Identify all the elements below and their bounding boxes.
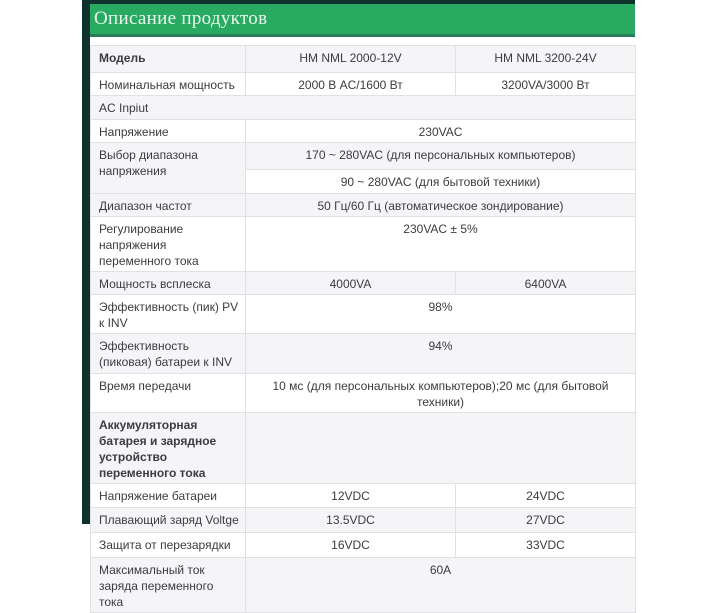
row-label: Напряжение батареи (91, 484, 246, 508)
row-label: Модель (91, 46, 246, 73)
cell-value: 2000 В AC/1600 Вт (246, 73, 456, 96)
table-title-bar (90, 4, 635, 37)
table-row (91, 46, 636, 73)
cell-value: 4000VA (246, 272, 456, 295)
table-row (91, 374, 636, 413)
cell-value: 230VAC (246, 120, 636, 143)
row-label: Выбор диапазона напряжения (91, 143, 246, 194)
row-label: AC Inpiut (91, 96, 636, 120)
cell-value: 230VAC ± 5% (246, 217, 636, 272)
cell-value: 94% (246, 334, 636, 374)
cell-value: 10 мс (для персональных компьютеров);20 мс (для бытовой техники) (246, 374, 636, 413)
cell-value: 33VDC (456, 533, 636, 558)
table-row (91, 533, 636, 558)
page-title: Описание продуктов (94, 8, 268, 29)
table-row (91, 558, 636, 613)
cell-value: 50 Гц/60 Гц (автоматическое зондирование) (246, 194, 636, 217)
table-row (91, 73, 636, 96)
table-row (91, 484, 636, 508)
table-row (91, 120, 636, 143)
row-label: Аккумуляторная батарея и зарядное устройство переменного тока (91, 413, 246, 484)
row-label: Плавающий заряд Voltge (91, 508, 246, 533)
cell-value: 98% (246, 295, 636, 334)
cell-value: 24VDC (456, 484, 636, 508)
cell-value: 3200VA/3000 Вт (456, 73, 636, 96)
row-label: Время передачи (91, 374, 246, 413)
row-label: Эффективность (пиковая) батареи к INV (91, 334, 246, 374)
table-row (91, 143, 636, 170)
product-table-panel (82, 0, 635, 609)
cell-value: 90 ~ 280VAC (для бытовой техники) (246, 170, 636, 194)
table-row (91, 272, 636, 295)
table-row (91, 217, 636, 272)
cell-value: HM NML 2000-12V (246, 46, 456, 73)
cell-value: 27VDC (456, 508, 636, 533)
table-row (91, 194, 636, 217)
row-label: Напряжение (91, 120, 246, 143)
table-row (91, 334, 636, 374)
cell-value: 60A (246, 558, 636, 613)
row-label: Мощность всплеска (91, 272, 246, 295)
product-spec-table (90, 45, 636, 613)
cell-value: 170 ~ 280VAC (для персональных компьютеров) (246, 143, 636, 170)
row-label: Диапазон частот (91, 194, 246, 217)
cell-value: 13.5VDC (246, 508, 456, 533)
row-label: Регулирование напряжения переменного тока (91, 217, 246, 272)
row-label: Номинальная мощность (91, 73, 246, 96)
table-row (91, 96, 636, 120)
cell-value: 6400VA (456, 272, 636, 295)
cell-value: HM NML 3200-24V (456, 46, 636, 73)
table-row (91, 508, 636, 533)
row-label: Защита от перезарядки (91, 533, 246, 558)
cell-value (246, 413, 636, 484)
row-label: Максимальный ток заряда переменного тока (91, 558, 246, 613)
table-row (91, 413, 636, 484)
table-row (91, 295, 636, 334)
cell-value: 16VDC (246, 533, 456, 558)
row-label: Эффективность (пик) PV к INV (91, 295, 246, 334)
spec-table-body (91, 46, 636, 613)
cell-value: 12VDC (246, 484, 456, 508)
